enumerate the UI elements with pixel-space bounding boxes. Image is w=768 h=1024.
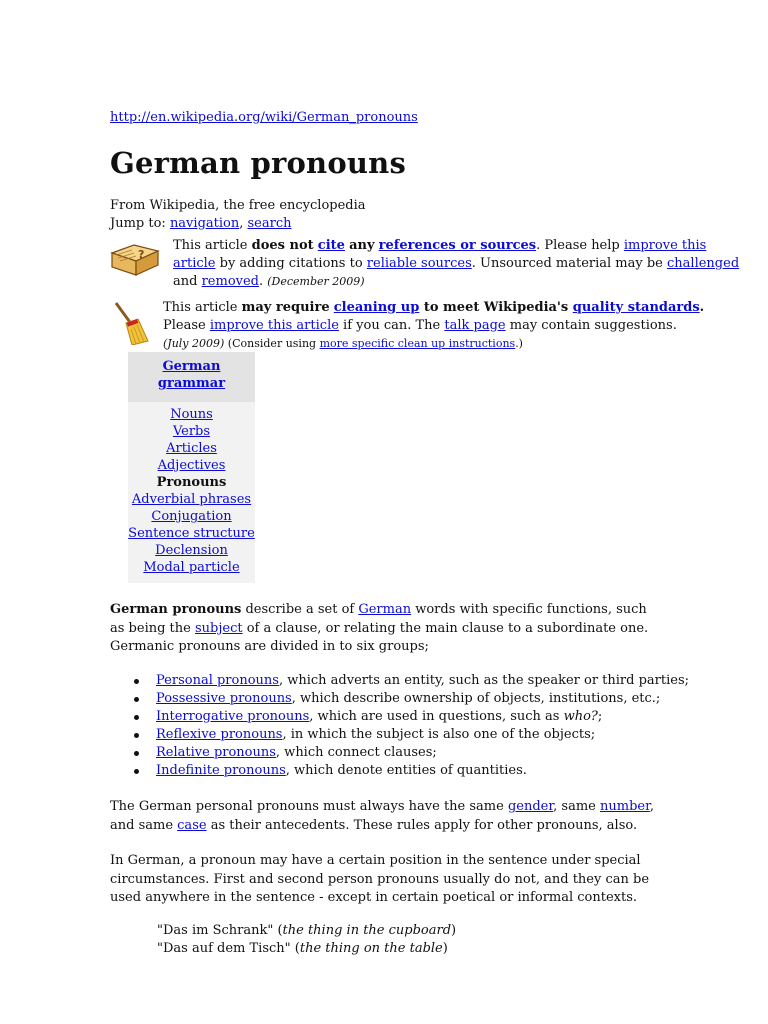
n1-t8: and — [173, 274, 202, 289]
n2-b2: to meet Wikipedia's — [419, 300, 573, 315]
group-tail: ; — [597, 709, 603, 724]
bullet-icon — [134, 733, 139, 738]
n2-t3: Please — [163, 318, 210, 333]
subject-link[interactable]: subject — [194, 620, 243, 636]
cleanup-notice — [110, 299, 748, 353]
p2-t3: , and same — [110, 799, 655, 833]
list-item — [134, 762, 689, 780]
broom-icon — [110, 301, 150, 351]
page-title: German pronouns — [110, 146, 406, 180]
relative-pronouns-link[interactable]: Relative pronouns — [156, 745, 276, 760]
navbox-item-pronouns: Pronouns — [156, 475, 227, 490]
bullet-icon — [134, 769, 139, 774]
references-link[interactable]: references or sources — [378, 238, 537, 253]
n2-t6: (Consider using — [224, 337, 320, 350]
list-item — [134, 690, 689, 708]
intro-t1: describe a set of — [241, 602, 359, 617]
challenged-link[interactable]: challenged — [667, 256, 740, 271]
list-item — [134, 672, 689, 690]
bullet-icon — [134, 697, 139, 702]
group-text: , which connect clauses; — [275, 745, 437, 760]
german-link[interactable]: German — [358, 602, 412, 617]
n1-t7: . Unsourced material may be — [471, 256, 668, 271]
n2-b1: may require — [241, 300, 330, 315]
reflexive-pronouns-link[interactable]: Reflexive pronouns — [156, 727, 283, 742]
indefinite-pronouns-link[interactable]: Indefinite pronouns — [156, 763, 286, 778]
unreferenced-notice — [110, 237, 748, 291]
n1-t6: by adding citations to — [215, 256, 367, 271]
navbox-item-nouns[interactable]: Nouns — [170, 407, 213, 422]
n1-date: (December 2009) — [267, 275, 365, 288]
personal-pronouns-link[interactable]: Personal pronouns — [156, 673, 279, 688]
navbox-item-adverbial-phrases[interactable]: Adverbial phrases — [131, 492, 252, 507]
navbox-item-modal-particle[interactable]: Modal particle — [143, 560, 240, 575]
svg-text:?: ? — [138, 248, 145, 261]
ex2-quote: "Das auf dem Tisch" ( — [157, 941, 300, 956]
improve-article-link[interactable]: improve this article — [173, 238, 707, 271]
ex1-em: the thing in the cupboard — [282, 923, 452, 938]
jump-to — [110, 216, 748, 231]
pronoun-groups-list — [134, 672, 689, 780]
book-question-icon — [110, 241, 160, 285]
jump-navigation-link[interactable]: navigation — [169, 216, 240, 231]
ex2-em: the thing on the table — [299, 941, 443, 956]
intro-t3: of a clause, or relating the main clause to a subordinate one. Germanic pronouns are divided in to six groups; — [110, 620, 649, 654]
gender-link[interactable]: gender — [507, 799, 554, 814]
n1-b2: any — [349, 238, 375, 253]
ex1-quote: "Das im Schrank" ( — [157, 923, 283, 938]
intro-paragraph — [110, 601, 660, 657]
navbox-heading — [128, 352, 255, 402]
group-text: , in which the subject is also one of the objects; — [282, 727, 596, 742]
navbox-heading-link[interactable]: German grammar — [157, 359, 226, 391]
possessive-pronouns-link[interactable]: Possessive pronouns — [156, 691, 292, 706]
group-em: who? — [563, 709, 598, 724]
list-item — [134, 744, 689, 762]
url-link[interactable]: http://en.wikipedia.org/wiki/German_pronouns — [110, 110, 418, 125]
case-link[interactable]: case — [177, 817, 207, 833]
jump-sep: , — [239, 216, 248, 231]
navbox-item-verbs[interactable]: Verbs — [172, 424, 211, 439]
cite-link[interactable]: cite — [317, 238, 345, 253]
improve-article-link-2[interactable]: improve this article — [209, 318, 339, 333]
n1-b1: does not — [251, 238, 314, 253]
navbox-item-declension[interactable]: Declension — [155, 543, 228, 558]
n2-date: (July 2009) — [163, 337, 225, 350]
list-item — [134, 726, 689, 744]
group-text: , which denote entities of quantities. — [285, 763, 527, 778]
navbox-item-articles[interactable]: Articles — [166, 441, 217, 456]
intro-bold: German pronouns — [110, 602, 242, 617]
n1-t9: . — [259, 274, 268, 289]
ex1-close: ) — [451, 923, 457, 938]
navbox-item-adjectives[interactable]: Adjectives — [157, 458, 226, 473]
navbox-item-sentence-structure[interactable]: Sentence structure — [128, 526, 255, 541]
example-1 — [157, 922, 456, 940]
agreement-paragraph — [110, 798, 660, 835]
p2-t1: The German personal pronouns must always have the same — [110, 799, 508, 814]
bullet-icon — [134, 751, 139, 756]
navbox-item-conjugation[interactable]: Conjugation — [151, 509, 232, 524]
p2-t4: as their antecedents. These rules apply for other pronouns, also. — [206, 817, 638, 833]
position-paragraph: In German, a pronoun may have a certain position in the sentence under special circumstances. First and second person pronouns usually do not, and they can be used anywhere in the sentence - except in certain poetical or informal contexts. — [110, 853, 650, 905]
bullet-icon — [134, 715, 139, 720]
cleanup-instructions-link[interactable]: more specific clean up instructions — [319, 337, 516, 350]
n2-t1: This article — [163, 300, 242, 315]
quality-standards-link[interactable]: quality standards — [572, 300, 700, 315]
n1-t1: This article — [173, 238, 252, 253]
group-text: , which describe ownership of objects, institutions, etc.; — [291, 691, 661, 706]
talk-page-link[interactable]: talk page — [444, 318, 506, 333]
group-text: , which are used in questions, such as — [309, 709, 564, 724]
n2-t5: may contain suggestions. — [505, 318, 677, 333]
p2-t2: , same — [553, 799, 600, 814]
n1-t5: . Please help — [536, 238, 624, 253]
removed-link[interactable]: removed — [201, 274, 259, 289]
ex2-close: ) — [442, 941, 448, 956]
interrogative-pronouns-link[interactable]: Interrogative pronouns — [156, 709, 310, 724]
n2-t4: if you can. The — [338, 318, 445, 333]
bullet-icon — [134, 679, 139, 684]
example-2 — [157, 940, 448, 958]
german-grammar-navbox — [128, 352, 255, 583]
intro-t2: words with specific functions, such as being the — [110, 602, 647, 636]
jump-search-link[interactable]: search — [247, 216, 292, 231]
n2-b3: . — [699, 300, 705, 315]
n2-t7: .) — [515, 337, 523, 350]
navbox-list — [128, 402, 255, 576]
reliable-sources-link[interactable]: reliable sources — [366, 256, 472, 271]
number-link[interactable]: number — [600, 799, 650, 814]
cleaning-up-link[interactable]: cleaning up — [333, 300, 420, 315]
page-url[interactable] — [110, 110, 748, 125]
jump-prefix: Jump to: — [110, 216, 170, 231]
tagline: From Wikipedia, the free encyclopedia — [110, 198, 366, 213]
list-item — [134, 708, 689, 726]
group-text: , which adverts an entity, such as the speaker or third parties; — [278, 673, 690, 688]
